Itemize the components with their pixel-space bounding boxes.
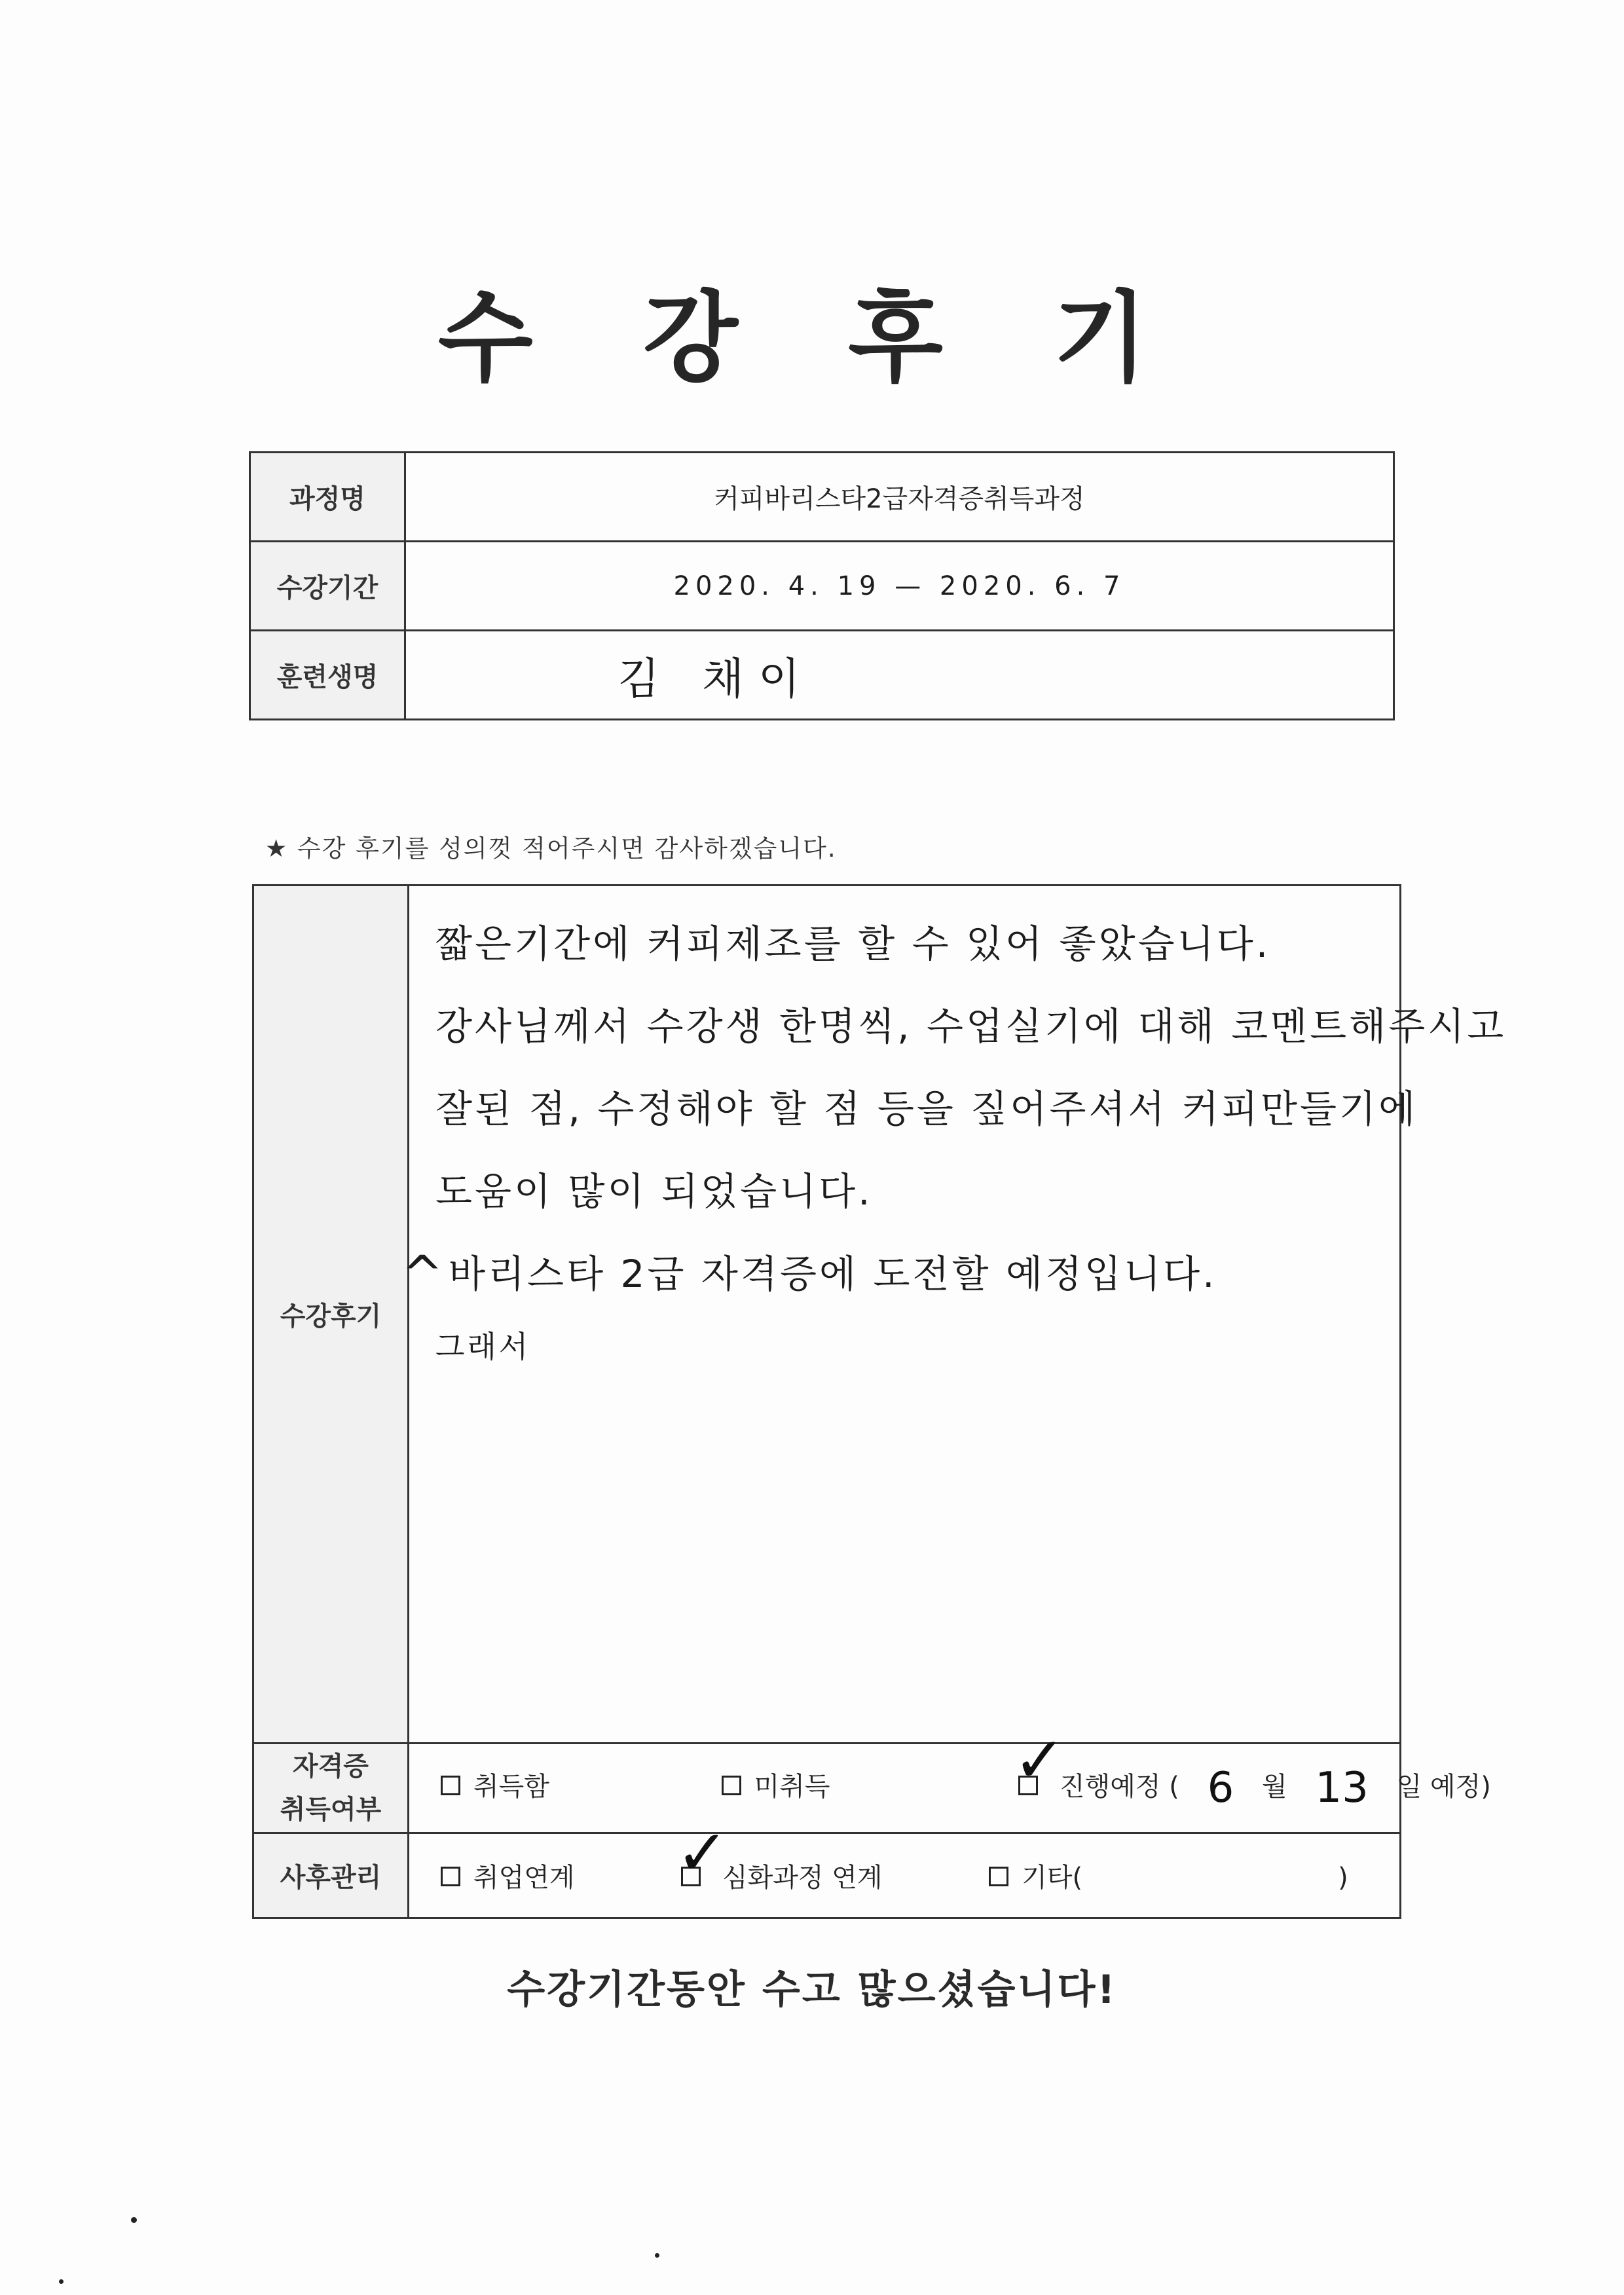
month-unit: 월 <box>1262 1772 1287 1802</box>
option-label: 미취득 <box>754 1772 830 1802</box>
cert-option-obtained[interactable] <box>441 1766 549 1803</box>
course-value: 커피바리스타2급자격증취득과정 <box>405 453 1394 542</box>
checkbox[interactable] <box>441 1776 460 1795</box>
cert-option-planned[interactable] <box>1013 1723 1491 1812</box>
cert-label-line1: 자격증 <box>293 1751 369 1782</box>
cert-label-line2: 취득여부 <box>280 1795 382 1825</box>
scan-speck <box>655 2253 659 2258</box>
review-body <box>401 886 1507 1744</box>
review-line-inserted-word: 그래서 <box>435 1329 531 1364</box>
scan-speck <box>131 2217 137 2223</box>
followup-options <box>409 1816 1401 1918</box>
cert-option-not-obtained[interactable] <box>722 1766 830 1803</box>
option-label: 기타( <box>1022 1863 1083 1893</box>
option-label: 취업연계 <box>473 1863 575 1893</box>
checkbox[interactable] <box>989 1867 1008 1886</box>
cert-label <box>253 1744 409 1833</box>
review-line: 강사님께서 수강생 한명씩, 수업실기에 대해 코멘트해주시고 <box>435 1004 1507 1049</box>
followup-option-other[interactable] <box>989 1857 1348 1894</box>
period-label: 수강기간 <box>250 542 405 631</box>
insertion-caret-mark: ^ <box>401 1244 446 1303</box>
period-value-handwritten: 2020. 4. 19 — 2020. 6. 7 <box>405 542 1394 631</box>
checkbox[interactable] <box>441 1867 460 1886</box>
checkmark-icon: ✓ <box>676 1816 729 1890</box>
checkmark-icon: ✓ <box>1013 1723 1066 1797</box>
review-line-text: 바리스타 2급 자격증에 도전할 예정입니다. <box>449 1252 1217 1296</box>
followup-label: 사후관리 <box>253 1833 409 1918</box>
option-label: 취득함 <box>473 1772 549 1802</box>
review-line: 도움이 많이 되었습니다. <box>435 1169 873 1214</box>
option-label: 진행예정 ( <box>1060 1772 1179 1802</box>
option-close-paren: ) <box>1338 1863 1348 1893</box>
review-table <box>252 884 1507 1919</box>
review-line-inserted <box>401 1241 1399 1324</box>
trainee-name-label: 훈련생명 <box>250 631 405 720</box>
course-info-table <box>249 451 1395 720</box>
followup-option-employment[interactable] <box>441 1857 575 1894</box>
review-line: 짧은기간에 커피제조를 할 수 있어 좋았습니다. <box>435 922 1271 966</box>
option-label: 심화과정 연계 <box>722 1863 883 1893</box>
closing-message: 수강기간동안 수고 많으셨습니다! <box>507 1967 1117 2013</box>
planned-day-handwritten: 13 <box>1315 1764 1369 1812</box>
followup-option-advanced-course[interactable] <box>676 1816 883 1894</box>
checkbox[interactable] <box>722 1776 741 1795</box>
page-title: 수 강 후 기 <box>437 282 1187 396</box>
review-label: 수강후기 <box>253 886 409 1744</box>
cert-options <box>409 1723 1491 1833</box>
instruction-note: ★ 수강 후기를 성의껏 적어주시면 감사하겠습니다. <box>265 834 837 863</box>
scan-speck <box>59 2279 64 2284</box>
review-line: 잘된 점, 수정해야 할 점 등을 짚어주셔서 커피만들기에 <box>435 1087 1418 1131</box>
course-label: 과정명 <box>250 453 405 542</box>
planned-month-handwritten: 6 <box>1207 1764 1234 1812</box>
day-unit: 일 예정) <box>1396 1772 1491 1802</box>
trainee-name-handwritten: 김 채이 <box>618 654 815 704</box>
